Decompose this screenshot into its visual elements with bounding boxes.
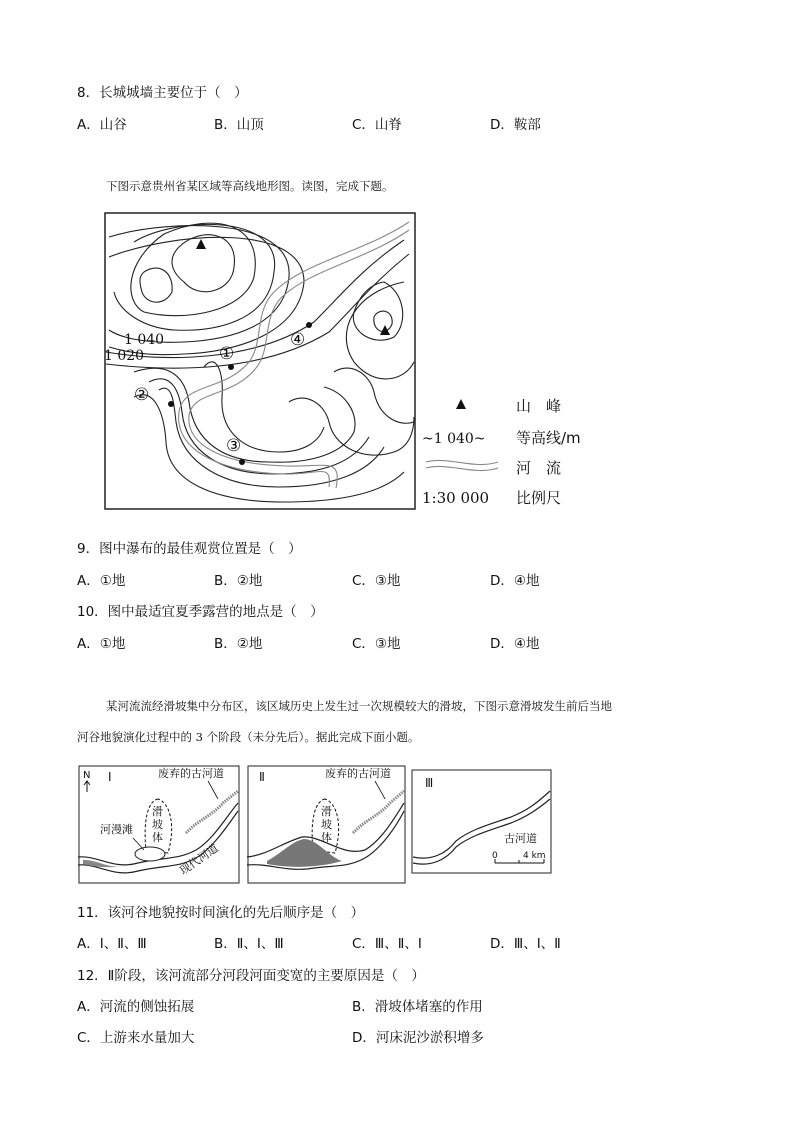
panel-2-numeral: Ⅱ [259,770,265,784]
q10-stem: 10．图中最适宜夏季露营的地点是（ ） [77,604,324,620]
legend-contour-sample: ~1 040~ [422,431,486,447]
panel-3-old-river-label: 古河道 [504,832,537,845]
q8-option-d[interactable]: D．鞍部 [490,117,541,133]
legend-peak-icon [456,399,466,409]
q8-option-b[interactable]: B．山顶 [214,117,264,133]
q9-option-b[interactable]: B．②地 [214,573,263,589]
q12-option-b[interactable]: B．滑坡体堵塞的作用 [352,999,483,1015]
q9-option-a[interactable]: A．①地 [77,573,126,589]
stage-panel-3 [412,770,551,873]
legend-river-line [426,460,498,464]
legend-scale-label: 比例尺 [516,489,562,507]
q10-option-c[interactable]: C．③地 [352,636,401,652]
q8-option-a[interactable]: A．山谷 [77,117,127,133]
peak-icon [196,239,206,249]
panel-2-landslide-char-2: 坡 [321,818,332,831]
q12-option-a[interactable]: A．河流的侧蚀拓展 [77,999,195,1015]
q8-option-c[interactable]: C．山脊 [352,117,402,133]
q9-stem: 9．图中瀑布的最佳观赏位置是（ ） [77,541,302,557]
q9-option-d[interactable]: D．④地 [490,573,540,589]
q9-option-c[interactable]: C．③地 [352,573,401,589]
scale-km: 4 km [523,851,546,861]
q11-option-b[interactable]: B．Ⅱ、Ⅰ、Ⅲ [214,936,284,952]
north-arrow-icon [84,781,90,792]
panel-1-landslide-char-2: 坡 [152,818,163,831]
contour-label-1020: 1 020 [104,348,145,364]
intro-landslide-line2: 河谷地貌演化过程中的 3 个阶段（未分先后）。据此完成下面小题。 [77,730,420,744]
point-label-2: ② [134,385,150,405]
intro-landslide-line1: 某河流流经滑坡集中分布区，该区域历史上发生过一次规模较大的滑坡，下图示意滑坡发生前后当地 [106,699,612,713]
q10-option-a[interactable]: A．①地 [77,636,126,652]
legend-peak-label: 山 峰 [516,397,562,415]
panel-2-landslide-char-1: 滑 [321,805,332,818]
panel-2-old-river-label: 废弃的古河道 [325,767,391,780]
panel-1-old-river-label: 废弃的古河道 [158,767,224,780]
contour-label-1040: 1 040 [124,332,165,348]
q11-stem: 11．该河谷地貌按时间演化的先后顺序是（ ） [77,905,365,921]
panel-1-modern-river-label: 现代河道 [177,841,221,878]
q11-option-a[interactable]: A．Ⅰ、Ⅱ、Ⅲ [77,936,147,952]
north-label: N [83,770,91,781]
panel-1-numeral: Ⅰ [108,770,112,784]
stage-panel-1 [78,766,239,883]
panel-1-floodplain-label: 河漫滩 [100,823,133,836]
panel-1-landslide-char-3: 体 [152,831,163,844]
q8-stem: 8．长城城墙主要位于（ ） [77,85,248,101]
point-label-3: ③ [226,436,242,456]
q11-option-c[interactable]: C．Ⅲ、Ⅱ、Ⅰ [352,936,422,952]
legend-contour-label: 等高线/m [516,429,581,447]
q12-option-c[interactable]: C．上游来水量加大 [77,1030,195,1046]
panel-1-landslide-char-1: 滑 [152,805,163,818]
legend-scale-value: 1:30 000 [422,489,490,507]
panel-3-numeral: Ⅲ [425,776,434,790]
intro-contour-map: 下图示意贵州省某区域等高线地形图。读图，完成下题。 [106,179,394,193]
point-label-4: ④ [290,330,306,350]
point-label-1: ① [219,344,235,364]
q10-option-d[interactable]: D．④地 [490,636,540,652]
contour-map-figure [104,212,614,512]
stage-figures [78,765,558,887]
stage-panel-2 [247,766,405,883]
q11-option-d[interactable]: D．Ⅲ、Ⅰ、Ⅱ [490,936,561,952]
q10-option-b[interactable]: B．②地 [214,636,263,652]
q12-option-d[interactable]: D．河床泥沙淤积增多 [352,1030,484,1046]
scale-zero: 0 [492,851,498,861]
q12-stem: 12．Ⅱ阶段，该河流部分河段河面变宽的主要原因是（ ） [77,968,425,984]
legend-river-label: 河 流 [516,459,562,477]
panel-2-landslide-char-3: 体 [321,831,332,844]
